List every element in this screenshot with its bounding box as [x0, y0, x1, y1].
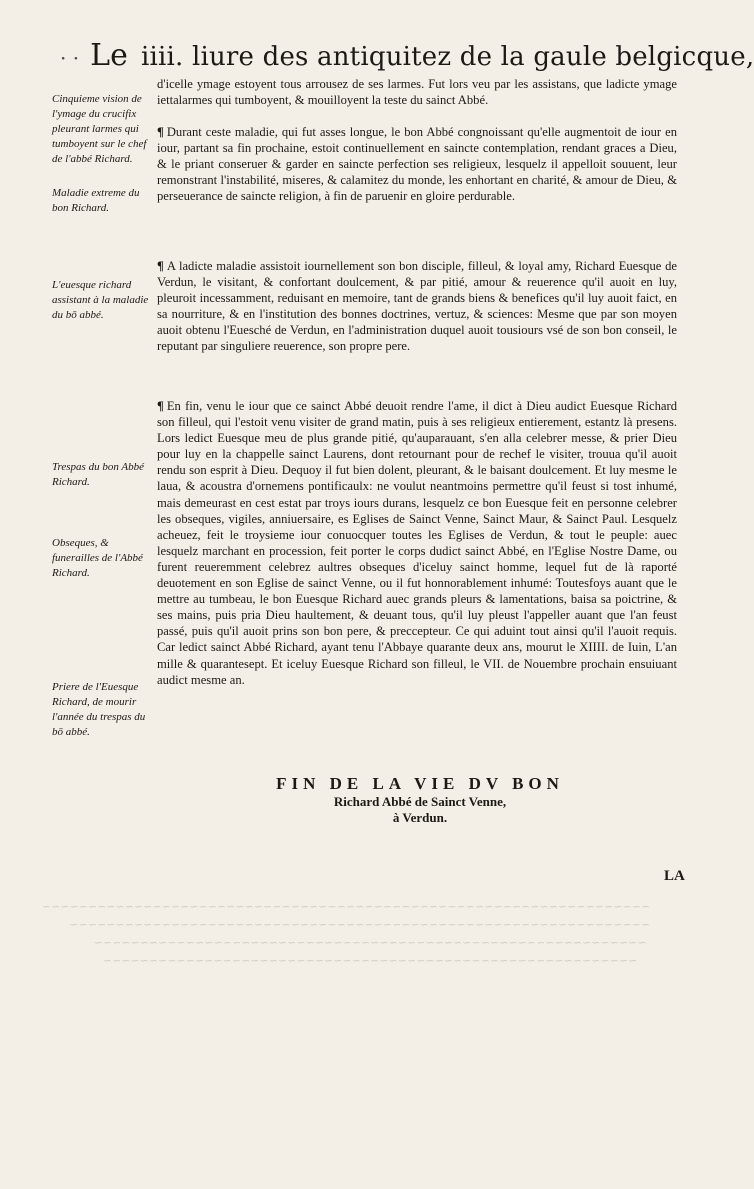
- colophon-line-2: Richard Abbé de Sainct Venne,: [333, 794, 507, 809]
- margin-note-vision: Cinquieme vision de l'ymage du crucifix pleurant larmes qui tumboyent sur le chef de l'abbé Richard.: [52, 93, 147, 165]
- paragraph-2-text: Durant ceste maladie, qui fut asses longue, le bon Abbé congnoissant qu'elle augmentoit de iour en iour, partant sa fin prochaine, estoit continuellement en saincte contemplation, rendant graces a Dieu, & le priant conseruer & garder en saincte perfection ses religieux, lesquelz il appelloit souuent, leur remonstrant l'instabilité, miseres, & calamitez du monde, les enhortant en charité, & amour de Dieu, & perseuerance de saincte religion, à fin de paruenir en gloire perdurable.: [157, 125, 677, 204]
- colophon: [240, 774, 600, 826]
- show-through-2: ~~~~~~~~~~~~~~~~~~~~~~~~~~~~~~~~~~~~~~~~~~~~~~~~~~~~~~~~~~~~~~~: [69, 918, 650, 931]
- show-through-4: ~~~~~~~~~~~~~~~~~~~~~~~~~~~~~~~~~~~~~~~~~~~~~~~~~~~~~~~~~~: [102, 954, 638, 967]
- header-title: iiii. liure des antiquitez de la gaule belgicque,: [140, 42, 754, 72]
- header-ornament: · ·: [60, 46, 80, 70]
- paragraph-4: [157, 398, 677, 688]
- pilcrow-icon: ¶: [157, 399, 164, 413]
- colophon-line-3: à Verdun.: [392, 810, 448, 825]
- margin-note-maladie: Maladie extreme du bon Richard.: [52, 187, 140, 214]
- pilcrow-icon: ¶: [157, 125, 164, 139]
- pilcrow-icon: ¶: [157, 259, 164, 273]
- margin-note-priere: Priere de l'Euesque Richard, de mourir l'année du trespas du bō abbé.: [52, 681, 146, 738]
- margin-note-euesque: L'euesque richard assistant à la maladie du bō abbé.: [52, 279, 149, 321]
- header-le: Le: [90, 38, 128, 73]
- show-through-3: ~~~~~~~~~~~~~~~~~~~~~~~~~~~~~~~~~~~~~~~~~~~~~~~~~~~~~~~~~~~~: [93, 936, 647, 949]
- paragraph-1: d'icelle ymage estoyent tous arrousez de ses larmes. Fut lors veu par les assistans, que ladicte ymage iettalarmes qui tumboyent, & mouilloyent la teste du sainct Abbé.: [157, 77, 677, 108]
- paragraph-3-text: A ladicte maladie assistoit iournellement son bon disciple, filleul, & loyal amy, Richard Euesque de Verdun, le visitant, & confortant doulcement, & par pitié, amour & reuerence qu'il auoit en luy, pleuroit incessamment, reduisant en memoire, tant de grands biens & benefices qu'il luy auoit faict, en sa nourriture, & en l'institution des bonnes doctrines, vertuz, & sciences: Mesme que par son moyen auoit obtenu l'Euesché de Verdun, en l'administration duquel auoit tousiours vsé de son bon conseil, le reputant par singuliere reuerence, son propre pere.: [157, 259, 677, 354]
- paragraph-4-text: En fin, venu le iour que ce sainct Abbé deuoit rendre l'ame, il dict à Dieu audict Euesque Richard son filleul, qui l'estoit venu visiter de grand matin, puis à ses religieux entierement, estantz là presens. Lors ledict Euesque meu de plus grande pitié, qu'auparauant, s'en alla celebrer messe, & prier Dieu pour luy en la chappelle sainct Laurens, dont retournant pour de rechef le visiter, trouua qu'il auoit rendu son esprit à Dieu. Dequoy il fut bien dolent, pleurant, & le baisant doulcement. Et luy mesme le laua, & acoustra d'ornemens pontificaulx: ne voulut neantmoins permettre qu'il feust si tost inhumé, mais demeurast en cest estat par troys iours durans, lesquelz ce bon Euesque feit en personne celebrer les obseques, vigiles, anniuersaire, es Eglises de Sainct Venne, Sainct Maur, & Sainct Paul. Lesquelz acheuez, feit le troysieme iour conuocquer toutes les Eglises de Verdun, & tout le peuple: auec lesquelz marchant en procession, feit porter le corps dudict sainct Abbé, en l'Eglise Nostre Dame, ou furent reueremment celebrez aultres obseques d'iceluy sainct homme, lequel fut de là raporté deuotement en son Eglise de sainct Venne, ou il fut honnorablement inhumé: Toutesfoys auant que le mettre au tumbeau, le bon Euesque Richard auec grands pleurs & lamentations, baisa sa poictrine, & ses mains, puis pria Dieu haultement, & deuant tous, qu'il luy pleust l'appeller auant que l'an feust passé, puis qu'il auoit prins son bon pere, & preccepteur. Ce qui aduint tout ainsi qu'il l'auoit requis. Car ledict sainct Abbé Richard, ayant tenu l'Abbaye quarante deux ans, mourut le XIIII. de Iuin, L'an mille & quarantesept. Et iceluy Euesque Richard son filleul, le VII. de Nouembre prochain ensuiuant audict mesme an.: [157, 399, 677, 687]
- margin-note-obseques: Obseques, & funerailles de l'Abbé Richard.: [52, 537, 143, 579]
- catchword: LA: [664, 868, 685, 884]
- paragraph-2: [157, 124, 677, 204]
- colophon-line-1: FIN DE LA VIE DV BON: [276, 774, 564, 793]
- paragraph-3: [157, 258, 677, 355]
- margin-note-trespas: Trespas du bon Abbé Richard.: [52, 461, 144, 488]
- show-through-1: ~~~~~~~~~~~~~~~~~~~~~~~~~~~~~~~~~~~~~~~~~~~~~~~~~~~~~~~~~~~~~~~~~~: [41, 900, 650, 913]
